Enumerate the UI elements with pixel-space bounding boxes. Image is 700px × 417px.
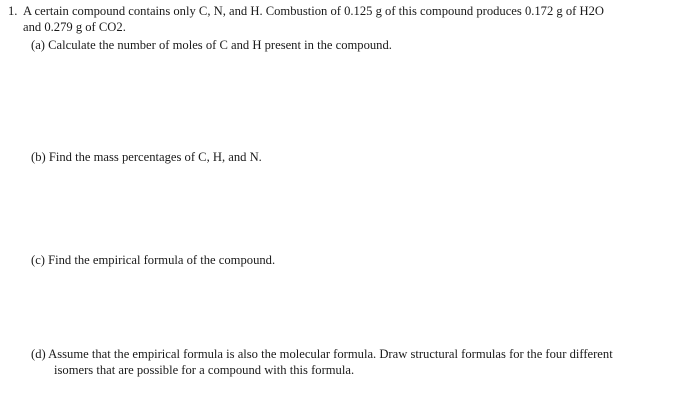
part-d xyxy=(31,346,613,378)
question-number: 1. xyxy=(8,4,18,18)
part-c-text: (c) Find the empirical formula of the compound. xyxy=(31,253,276,267)
part-a-text: (a) Calculate the number of moles of C and H present in the compound. xyxy=(31,38,392,52)
question-stem-line-2: and 0.279 g of CO2. xyxy=(23,20,126,34)
question-stem xyxy=(23,3,695,35)
part-b xyxy=(31,149,262,165)
part-d-text-line-2: isomers that are possible for a compound with this formula. xyxy=(54,363,355,377)
part-d-text-line-1: (d) Assume that the empirical formula is also the molecular formula. Draw structural formulas for the four different xyxy=(31,347,613,361)
part-c xyxy=(31,252,275,268)
part-b-text: (b) Find the mass percentages of C, H, and N. xyxy=(31,150,262,164)
part-a xyxy=(31,37,392,53)
question-stem-line-1: A certain compound contains only C, N, and H. Combustion of 0.125 g of this compound produces 0.172 g of H2O xyxy=(23,4,604,18)
